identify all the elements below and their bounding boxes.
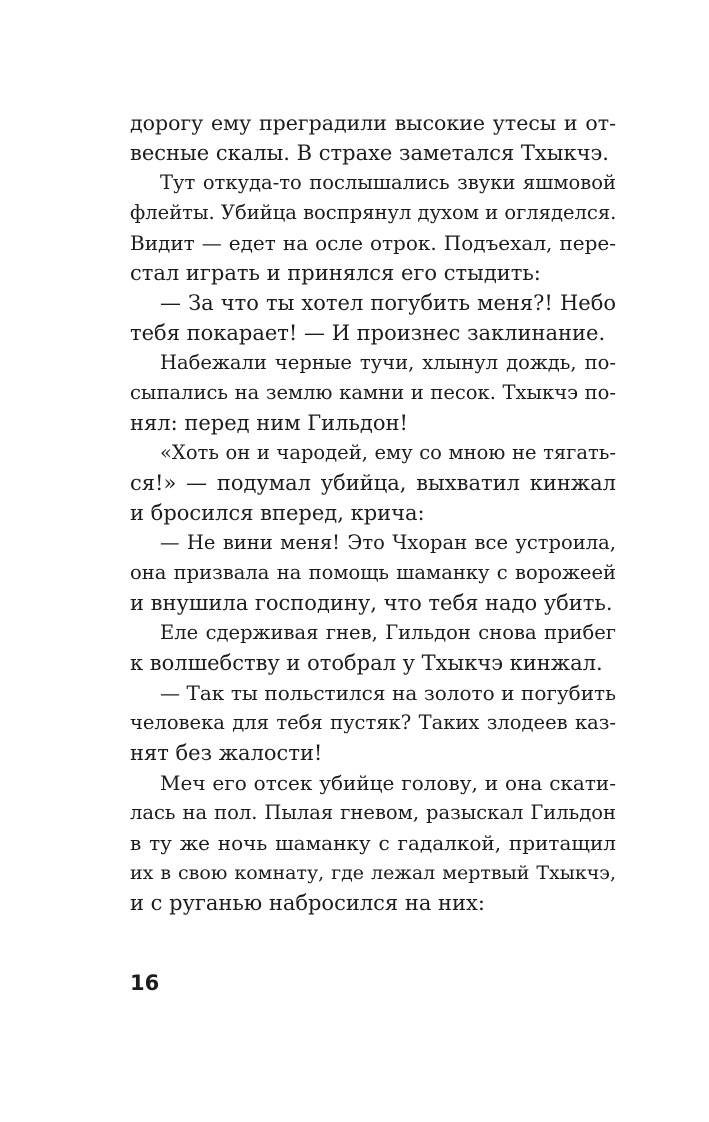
text-line: весные скалы. В страхе заметался Тхыкчэ. [130, 141, 609, 165]
text-line: ся!» — подумал убийца, выхватил кинжал [130, 471, 616, 495]
text-line: нят без жалости! [130, 741, 323, 765]
text-line: флейты. Убийца воспрянул духом и огляделся. [130, 201, 617, 224]
text-line: дорогу ему преградили высокие утесы и от- [130, 111, 616, 135]
text-line: — За что ты хотел погубить меня?! Небо [160, 291, 616, 315]
text-line: Меч его отсек убийце голову, и она скати- [160, 771, 616, 795]
text-line: и внушила господину, что тебя надо убить. [130, 591, 613, 615]
body-text [130, 108, 616, 918]
text-line: лась на пол. Пылая гневом, разыскал Гильдон [130, 801, 616, 824]
text-line: сыпались на землю камни и песок. Тхыкчэ по- [130, 381, 616, 404]
text-line: «Хоть он и чародей, ему со мною не тягать- [160, 441, 616, 464]
text-line: она призвала на помощь шаманку с ворожеей [130, 561, 616, 584]
text-line: Набежали черные тучи, хлынул дождь, по- [160, 351, 616, 374]
text-line: в ту же ночь шаманку с гадалкой, притащил [130, 831, 616, 855]
text-line: тебя покарает! — И произнес заклинание. [130, 321, 606, 345]
text-line: нял: перед ним Гильдон! [130, 411, 408, 435]
text-line: — Так ты польстился на золото и погубить [160, 681, 616, 705]
text-line: стал играть и принялся его стыдить: [130, 261, 541, 285]
text-line: Еле сдерживая гнев, Гильдон снова прибег [160, 621, 616, 644]
page-number: 16 [130, 971, 160, 995]
text-line: — Не вини меня! Это Чхоран все устроила, [160, 531, 616, 554]
text-line: к волшебству и отобрал у Тхыкчэ кинжал. [130, 651, 603, 675]
text-line: и бросился вперед, крича: [130, 501, 425, 525]
text-line: их в свою комнату, где лежал мертвый Тхыкчэ, [130, 862, 616, 884]
text-line: Тут откуда-то послышались звуки яшмовой [160, 171, 616, 194]
text-line: и с руганью набросился на них: [130, 891, 485, 915]
text-line: человека для тебя пустяк? Таких злодеев каз- [130, 711, 616, 734]
text-line: Видит — едет на осле отрок. Подъехал, пере- [130, 231, 616, 255]
